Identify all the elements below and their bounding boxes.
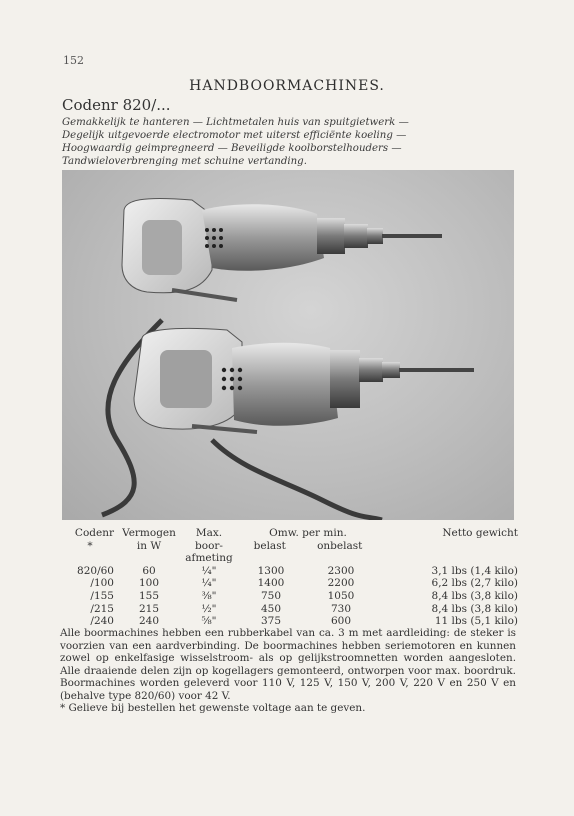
- cell-rpm-unloaded: 2200: [327, 577, 355, 590]
- cell-code: /240: [90, 615, 114, 628]
- drill-photo: [62, 170, 514, 520]
- feature-line: Tandwieloverbrenging met schuine vertanding.: [62, 156, 307, 167]
- header-rpm-unloaded: onbelast: [317, 539, 363, 552]
- table-row: [56, 603, 518, 616]
- table-row: [56, 590, 518, 603]
- table-row: [56, 565, 518, 578]
- header-weight: [378, 527, 518, 565]
- cell-rpm-unloaded: 1050: [327, 589, 355, 602]
- cell-rpm-unloaded: 730: [330, 602, 352, 615]
- feature-line: Degelijk uitgevoerde electromotor met uiterst efficiënte koeling —: [62, 130, 407, 141]
- header-power-unit: in W: [136, 539, 162, 552]
- header-code-label: Codenr: [74, 527, 114, 539]
- cell-weight: 8,4 lbs (3,8 kilo): [431, 602, 518, 615]
- header-power-label: Vermogen: [122, 527, 176, 539]
- cell-size: ⅝": [201, 615, 217, 628]
- page-number: 152: [63, 54, 84, 67]
- cell-rpm-loaded: 1400: [257, 577, 285, 590]
- header-rpm: [238, 527, 378, 565]
- cell-power: 215: [138, 602, 160, 615]
- header-weight-label: Netto gewicht: [442, 527, 518, 539]
- cell-rpm-unloaded: 2300: [327, 564, 355, 577]
- header-code-footnote-mark: *: [87, 539, 93, 552]
- header-size-label: Max.: [195, 527, 223, 539]
- cell-code: /100: [90, 577, 114, 590]
- footnote: * Gelieve bij bestellen het gewenste voltage aan te geven.: [60, 702, 366, 714]
- header-size: [180, 527, 238, 565]
- feature-list: [62, 116, 520, 168]
- page-title: HANDBOORMACHINES.: [189, 78, 385, 94]
- header-size-label-3: afmeting: [185, 552, 233, 565]
- cell-rpm-loaded: 375: [260, 615, 282, 628]
- cell-rpm-loaded: 1300: [257, 564, 285, 577]
- feature-line: Hoogwaardig geimpregneerd — Beveiligde koolborstelhouders —: [62, 143, 402, 154]
- cell-size: ¼": [201, 577, 217, 590]
- cell-rpm-loaded: 450: [260, 602, 282, 615]
- cable: [212, 440, 382, 520]
- header-code: [56, 527, 118, 565]
- cell-power: 60: [142, 564, 156, 577]
- cell-size: ⅜": [201, 589, 217, 602]
- cell-weight: 8,4 lbs (3,8 kilo): [431, 589, 518, 602]
- cell-power: 240: [138, 615, 160, 628]
- cell-code: 820/60: [77, 564, 114, 577]
- header-rpm-label: Omw. per min.: [269, 527, 347, 539]
- cell-power: 155: [138, 589, 160, 602]
- spec-table: [56, 527, 518, 628]
- cell-code: /215: [90, 602, 114, 615]
- header-size-label-2: boor-: [195, 539, 223, 552]
- table-row: [56, 577, 518, 590]
- code-label: Codenr 820/...: [62, 96, 171, 114]
- header-rpm-loaded: belast: [253, 539, 286, 552]
- feature-line: Gemakkelijk te hanteren — Lichtmetalen huis van spuitgietwerk —: [62, 117, 409, 128]
- cell-weight: 11 lbs (5,1 kilo): [434, 615, 518, 628]
- table-header-row: [56, 527, 518, 565]
- notes-paragraph: Alle boormachines hebben een rubberkabel van ca. 3 m met aardleiding: de steker is voorzien van een aardverbinding. De boormachines hebben seriemotoren en kunnen zowel op enkelfasige wisselstroom- als op gelijkstroomnetten worden aangesloten. Alle draaiende delen zijn op kogellagers gemonteerd, ontworpen voor max. boordruk. Boormachines worden geleverd voor 110 V, 125 V, 150 V, 200 V, 220 V en 250 V en (behalve type 820/60) voor 42 V.: [60, 627, 516, 702]
- notes-block: [60, 627, 516, 715]
- header-power: [118, 527, 180, 565]
- hand-drills-illustration: [62, 170, 514, 520]
- table-row: [56, 615, 518, 628]
- cell-rpm-unloaded: 600: [330, 615, 352, 628]
- cell-size: ¼": [201, 564, 217, 577]
- cell-rpm-loaded: 750: [260, 589, 282, 602]
- cell-size: ½": [201, 602, 217, 615]
- cell-power: 100: [138, 577, 160, 590]
- cell-code: /155: [90, 589, 114, 602]
- cell-weight: 3,1 lbs (1,4 kilo): [431, 564, 518, 577]
- cell-weight: 6,2 lbs (2,7 kilo): [431, 577, 518, 590]
